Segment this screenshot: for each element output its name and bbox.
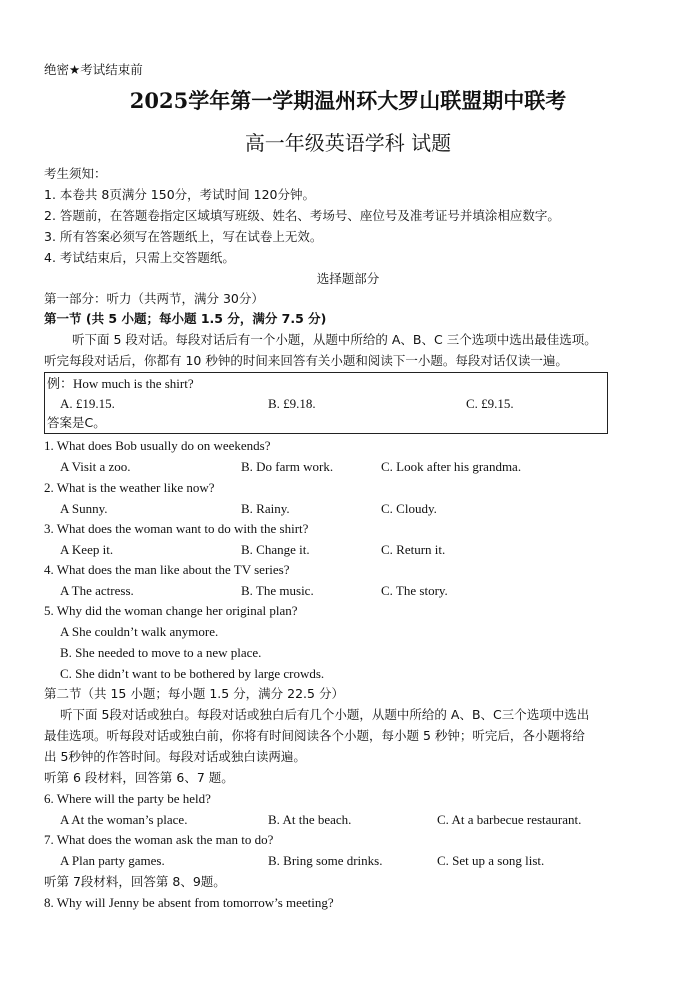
option-c: C. Look after his grandma. [381, 459, 522, 474]
example-option-a: A. £19.15. [60, 396, 115, 411]
question-5: 5. Why did the woman change her original plan? [44, 603, 298, 618]
secret-mark: 绝密★考试结束前 [44, 62, 143, 77]
option-b: B. Bring some drinks. [268, 853, 383, 868]
option-c: C. Set up a song list. [437, 853, 545, 868]
part1-heading: 第一部分：听力（共两节，满分 30分） [44, 291, 264, 306]
option-c: C. Cloudy. [381, 501, 437, 516]
exam-subtitle: 高一年级英语学科 试题 [244, 131, 452, 155]
option-b: B. Change it. [241, 542, 310, 557]
option-b: B. She needed to move to a new place. [60, 645, 262, 660]
question-1: 1. What does Bob usually do on weekends? [44, 438, 271, 453]
section2-instruction: 出 5秒钟的作答时间。每段对话或独白读两遍。 [44, 749, 306, 764]
option-a: A Plan party games. [60, 853, 165, 868]
option-a: A Sunny. [60, 501, 108, 516]
section1-instruction: 听下面 5 段对话。每段对话后有一个小题，从题中所给的 A、B、C 三个选项中选出最佳选项。 [72, 332, 597, 347]
section2-heading: 第二节（共 15 小题；每小题 1.5 分，满分 22.5 分） [44, 686, 344, 701]
option-c: C. The story. [381, 583, 448, 598]
option-c: C. She didn’t want to be bothered by large crowds. [60, 666, 325, 681]
option-a: A Keep it. [60, 542, 114, 557]
notice-item: 2. 答题前，在答题卷指定区域填写班级、姓名、考场号、座位号及准考证号并填涂相应数字。 [44, 208, 560, 223]
section1-instruction: 听完每段对话后，你都有 10 秒钟的时间来回答有关小题和阅读下一小题。每段对话仅读一遍。 [44, 353, 568, 368]
notice-item: 3. 所有答案必须写在答题纸上，写在试卷上无效。 [44, 229, 323, 244]
notice-item: 4. 考试结束后，只需上交答题纸。 [44, 250, 235, 265]
question-2: 2. What is the weather like now? [44, 480, 215, 495]
material-6-label: 听第 6 段材料，回答第 6、7 题。 [44, 770, 234, 785]
option-a: A Visit a zoo. [60, 459, 131, 474]
option-a: A The actress. [60, 583, 134, 598]
example-answer: 答案是C。 [47, 415, 106, 430]
option-b: B. At the beach. [268, 812, 352, 827]
option-a: A At the woman’s place. [60, 812, 188, 827]
option-c: C. Return it. [381, 542, 446, 557]
option-b: B. Rainy. [241, 501, 290, 516]
example-option-c: C. £9.15. [466, 396, 514, 411]
example-option-b: B. £9.18. [268, 396, 316, 411]
material-7-label: 听第 7段材料，回答第 8、9题。 [44, 874, 226, 889]
example-question: 例：How much is the shirt? [47, 376, 194, 391]
exam-title: 2025学年第一学期温州环大罗山联盟期中联考 [129, 88, 567, 113]
question-4: 4. What does the man like about the TV series? [44, 562, 290, 577]
question-8: 8. Why will Jenny be absent from tomorrow’s meeting? [44, 895, 334, 910]
question-3: 3. What does the woman want to do with the shirt? [44, 521, 309, 536]
option-a: A She couldn’t walk anymore. [60, 624, 219, 639]
section2-instruction: 最佳选项。听每段对话或独白前，你将有时间阅读各个小题，每小题 5 秒钟；听完后，各小题将给 [44, 728, 585, 743]
question-6: 6. Where will the party be held? [44, 791, 211, 806]
section2-instruction: 听下面 5段对话或独白。每段对话或独白后有几个小题，从题中所给的 A、B、C三个选项中选出 [60, 707, 590, 722]
notice-heading: 考生须知： [44, 166, 107, 181]
option-b: B. Do farm work. [241, 459, 334, 474]
section1-heading: 第一节 (共 5 小题；每小题 1.5 分，满分 7.5 分) [44, 311, 327, 326]
option-c: C. At a barbecue restaurant. [437, 812, 582, 827]
notice-item: 1. 本卷共 8页满分 150分，考试时间 120分钟。 [44, 187, 315, 202]
question-7: 7. What does the woman ask the man to do? [44, 832, 274, 847]
option-b: B. The music. [241, 583, 314, 598]
section-label: 选择题部分 [316, 271, 380, 286]
